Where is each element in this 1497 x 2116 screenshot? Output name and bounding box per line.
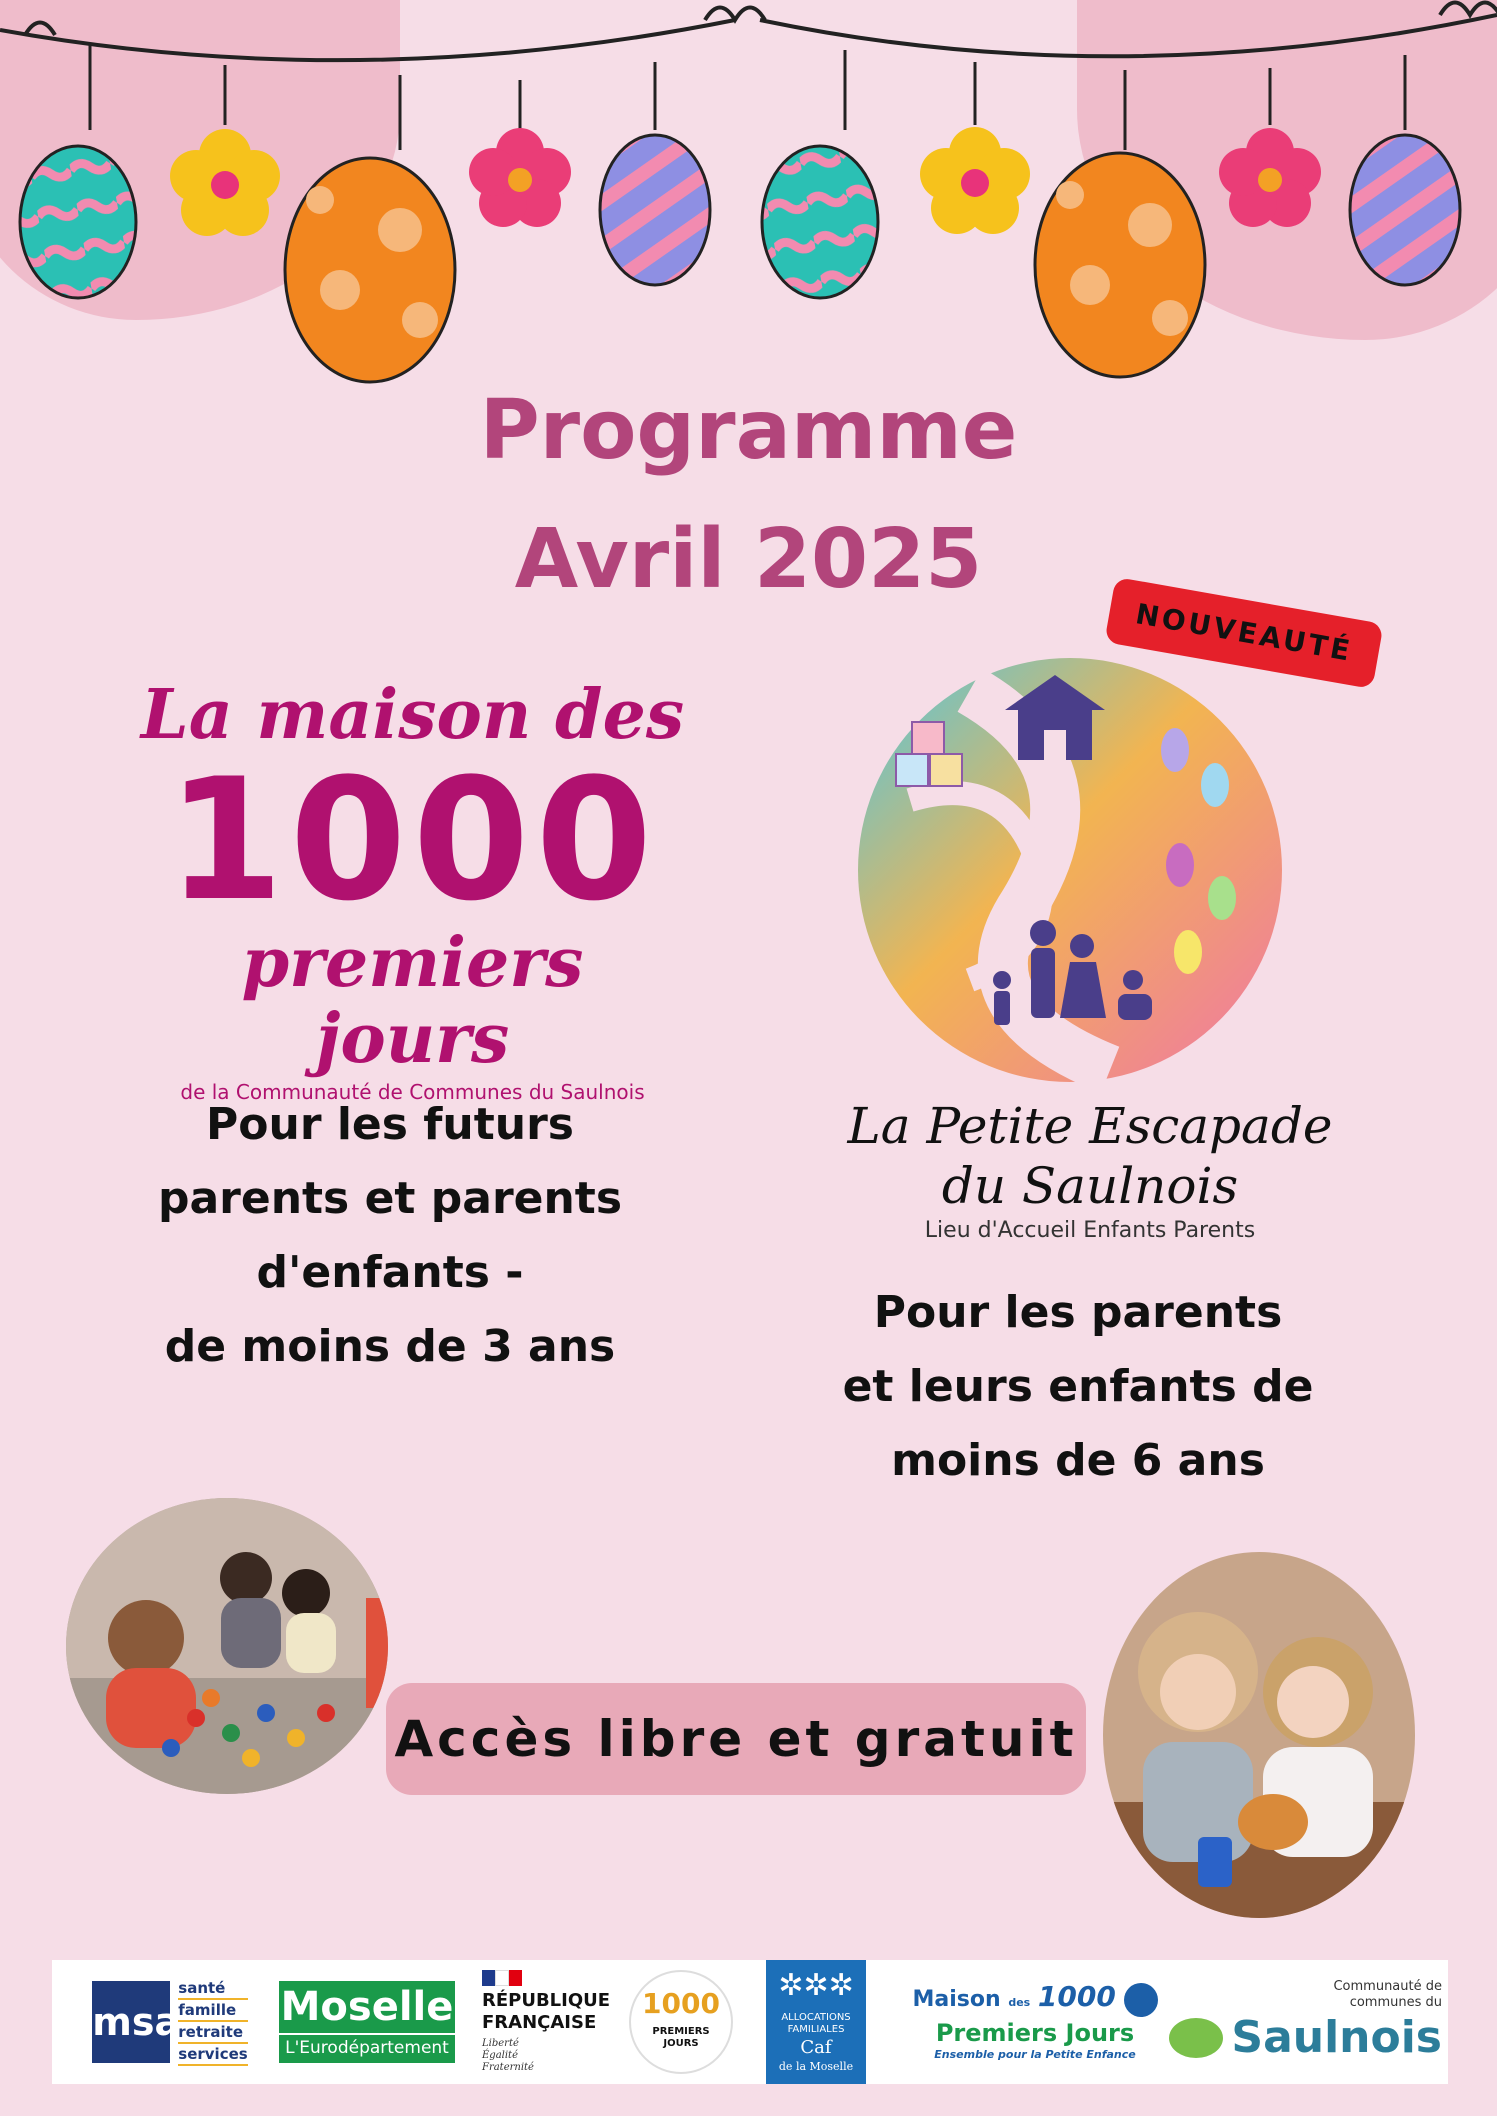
right-description-line: moins de 6 ans: [891, 1435, 1265, 1486]
msa-line: famille: [178, 2000, 247, 2022]
left-description-line: Pour les futurs: [206, 1099, 574, 1150]
right-description: [808, 1276, 1348, 1498]
nouveaute-badge: NOUVEAUTÉ: [1104, 577, 1383, 689]
msa-line: retraite: [178, 2022, 247, 2044]
photo-mother-daughter: [1103, 1552, 1415, 1918]
moselle-tagline: L'Eurodépartement: [279, 2033, 455, 2063]
maison-footer-word: Maison: [912, 1987, 1001, 2012]
republique-francaise-logo: [482, 1960, 612, 2084]
left-description-line: de moins de 3 ans: [164, 1321, 616, 1372]
maison-logo-number: 1000: [166, 742, 659, 938]
msa-logo-mark: msa: [92, 1981, 170, 2063]
saulnois-emblem-icon: [1169, 2018, 1223, 2058]
msa-logo: [80, 1960, 260, 2084]
footer-partner-logos: [52, 1960, 1448, 2084]
badge-line1: PREMIERS: [652, 2026, 710, 2037]
escapade-logo-graphic: [850, 650, 1290, 1090]
access-free-label: Accès libre et gratuit: [386, 1683, 1086, 1795]
saulnois-line1: Communauté de: [1333, 1979, 1442, 1994]
moselle-name: Moselle: [279, 1981, 455, 2033]
maison-footer-tagline: Ensemble pour la Petite Enfance: [934, 2048, 1136, 2061]
caf-logo: [764, 1960, 868, 2084]
msa-line: services: [178, 2044, 247, 2066]
saulnois-name: Saulnois: [1231, 2012, 1442, 2063]
maison-1000-logo: [140, 675, 685, 1104]
left-description-line: parents et parents: [157, 1173, 623, 1224]
maison-logo-subtitle: de la Communauté de Communes du Saulnois: [180, 1080, 645, 1104]
easter-garland: [0, 0, 1497, 400]
republique-line1: RÉPUBLIQUE: [482, 1990, 611, 2011]
globe-icon: [1124, 1983, 1158, 2017]
photo-children-playing: [66, 1498, 388, 1794]
badge-line2: JOURS: [663, 2038, 699, 2049]
saulnois-line2: communes du: [1349, 1995, 1442, 2010]
maison-footer-line2: Premiers Jours: [935, 2019, 1135, 2047]
maison-1000-footer-logo: [900, 1960, 1170, 2084]
escapade-logo-text: [820, 1095, 1360, 1247]
motto-line: Égalité: [482, 2050, 518, 2061]
msa-line: santé: [178, 1978, 247, 2000]
escapade-logo-line3: Lieu d'Accueil Enfants Parents: [924, 1218, 1256, 1243]
saulnois-logo: [1192, 1960, 1442, 2084]
escapade-logo-line1: La Petite Escapade: [847, 1097, 1333, 1155]
french-flag-icon: [482, 1970, 522, 1986]
escapade-logo-line2: du Saulnois: [941, 1157, 1239, 1215]
caf-line1: ALLOCATIONS: [781, 2012, 851, 2023]
right-description-line: Pour les parents: [873, 1287, 1283, 1338]
maison-footer-des: des: [1008, 1996, 1031, 2009]
right-description-line: et leurs enfants de: [842, 1361, 1314, 1412]
maison-logo-bottom: premiers jours: [241, 923, 584, 1079]
caf-line2: FAMILIALES: [787, 2024, 845, 2035]
left-description-line: d'enfants -: [256, 1247, 524, 1298]
republique-line2: FRANÇAISE: [482, 2012, 597, 2033]
badge-number: 1000: [642, 1987, 720, 2020]
premiers-jours-badge: [626, 1960, 736, 2084]
motto-line: Fraternité: [482, 2062, 534, 2073]
maison-logo-top: La maison des: [140, 675, 685, 755]
page-title-line2: Avril 2025: [514, 512, 983, 607]
caf-family-icon: ✲✲✲: [778, 1968, 854, 2003]
left-description: [120, 1088, 660, 1384]
maison-footer-number: 1000: [1037, 1980, 1116, 2013]
page-title-line1: Programme: [479, 383, 1018, 478]
motto-line: Liberté: [482, 2038, 519, 2049]
caf-region: de la Moselle: [778, 2060, 854, 2073]
caf-name: Caf: [800, 2037, 832, 2058]
moselle-logo: [277, 1960, 457, 2084]
